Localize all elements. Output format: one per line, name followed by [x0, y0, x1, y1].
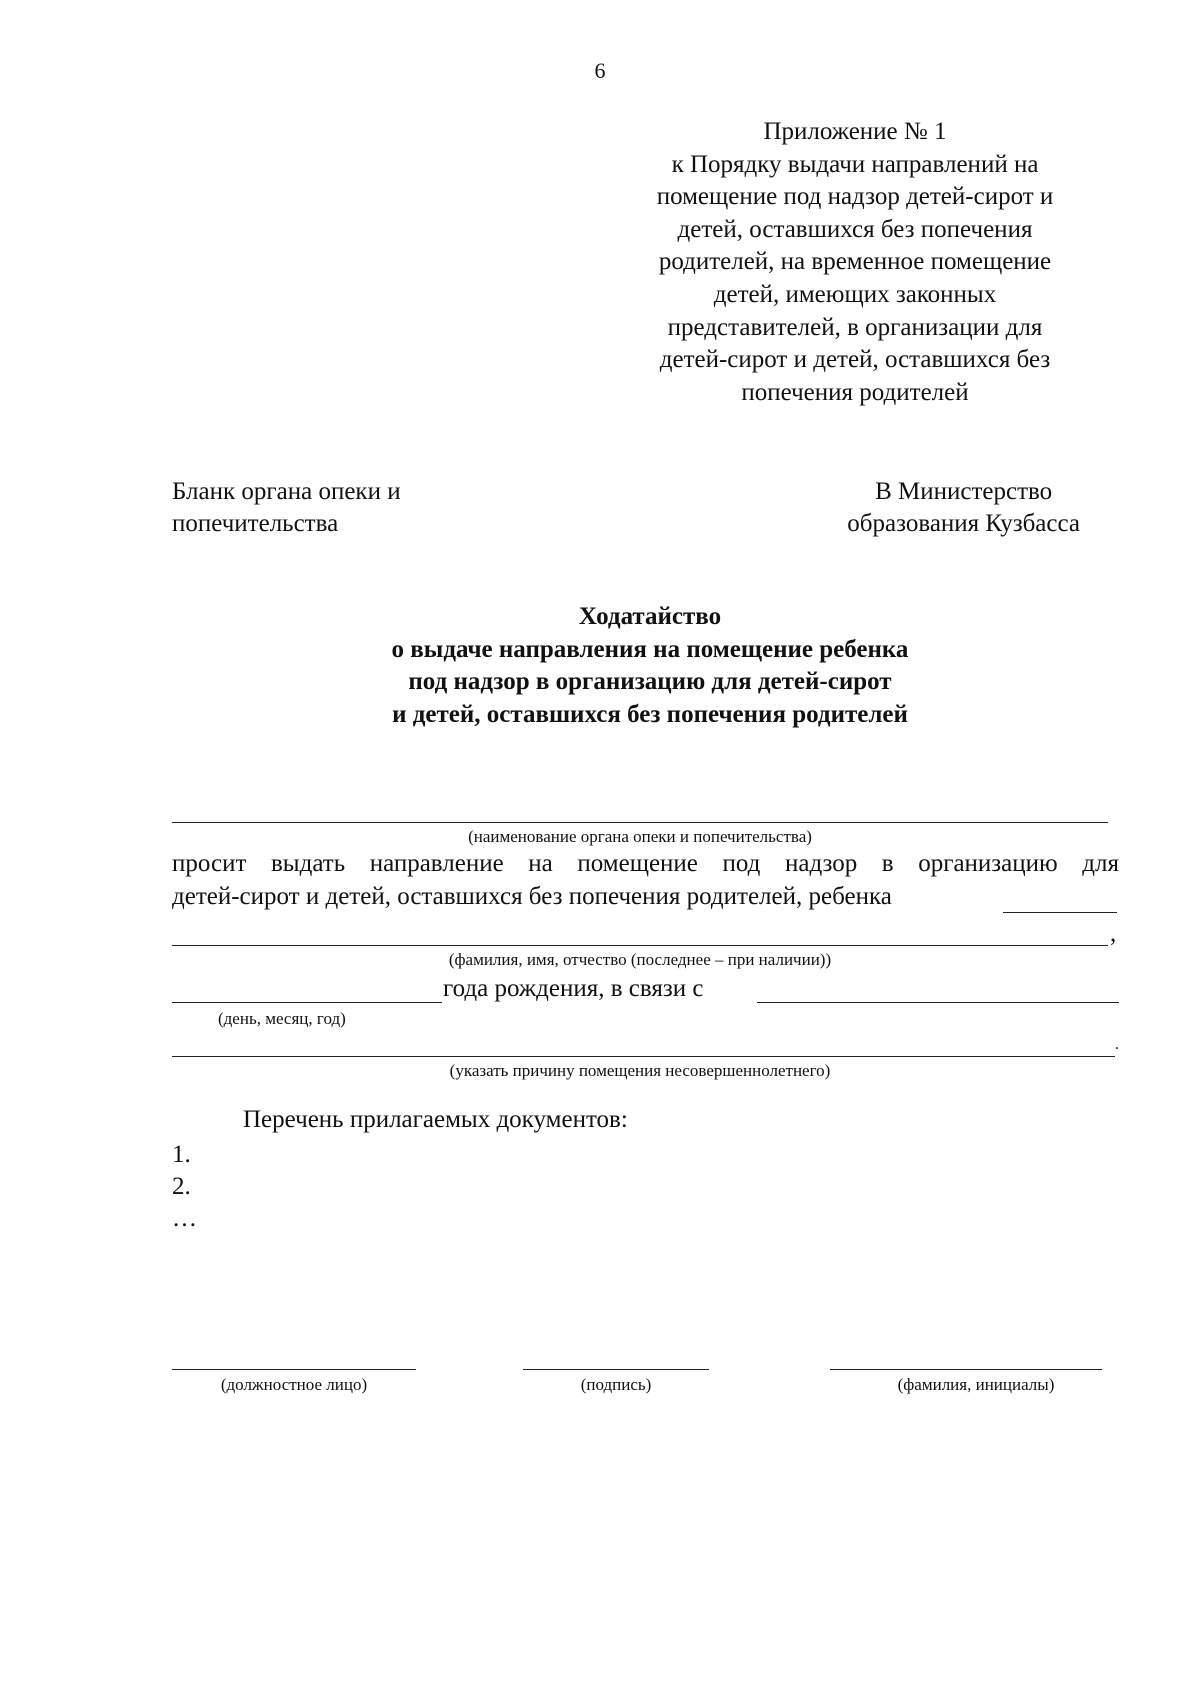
addressee-line: образования Кузбасса [847, 510, 1080, 537]
org-name-field[interactable] [172, 822, 1108, 823]
addressee [847, 476, 1080, 540]
reason-caption: (указать причину помещения несовершеннолетнего) [449, 1061, 831, 1080]
child-name-field-start[interactable] [1003, 912, 1117, 913]
guardianship-letterhead [172, 476, 401, 540]
title-line: и детей, оставшихся без попечения родителей [392, 700, 908, 728]
title-line: Ходатайство [578, 603, 722, 630]
appendix-line: родителей, на временное помещение [658, 248, 1052, 276]
child-name-caption: (фамилия, имя, отчество (последнее – при наличии)) [448, 950, 832, 969]
official-signature-line[interactable] [172, 1369, 416, 1370]
reason-field-start[interactable] [757, 1002, 1119, 1003]
child-name-field[interactable] [172, 945, 1108, 946]
list-item: 2. [172, 1173, 191, 1200]
appendix-line: детей-сирот и детей, оставшихся без [659, 346, 1051, 374]
appendix-line: детей, имеющих законных [713, 280, 997, 308]
appendix-line: Приложение № 1 [763, 118, 947, 145]
date-caption: (день, месяц, год) [218, 1009, 346, 1028]
list-item: 1. [172, 1141, 191, 1168]
request-text-line-2: детей-сирот и детей, оставшихся без попечения родителей, ребенка [172, 883, 892, 910]
signature-caption: (подпись) [580, 1375, 652, 1394]
name-initials-line[interactable] [830, 1369, 1102, 1370]
letterhead-line: попечительства [172, 510, 339, 537]
name-initials-caption: (фамилия, инициалы) [897, 1375, 1055, 1394]
org-name-caption: (наименование органа опеки и попечительства) [468, 827, 812, 846]
documents-list [172, 1139, 197, 1235]
appendix-line: детей, оставшихся без попечения [677, 215, 1033, 243]
appendix-line: к Порядку выдачи направлений на [671, 150, 1039, 178]
period-mark: . [1115, 1036, 1119, 1053]
comma-mark: , [1110, 920, 1117, 947]
title-line: под надзор в организацию для детей-сирот [408, 668, 892, 695]
reason-field[interactable] [172, 1056, 1115, 1057]
appendix-line: попечения родителей [741, 378, 969, 406]
official-caption: (должностное лицо) [220, 1375, 368, 1394]
birth-date-field[interactable] [172, 1002, 442, 1003]
appendix-heading [605, 116, 1105, 409]
list-item: … [172, 1205, 197, 1232]
signature-line[interactable] [523, 1369, 709, 1370]
documents-list-intro: Перечень прилагаемых документов: [243, 1106, 628, 1133]
addressee-line: В Министерство [875, 478, 1053, 505]
appendix-line: представителей, в организации для [667, 313, 1043, 341]
birth-year-text: года рождения, в связи с [443, 975, 704, 1002]
page-number: 6 [594, 58, 606, 83]
title-line: о выдаче направления на помещение ребенка [391, 635, 909, 663]
request-text-line-1: просит выдать направление на помещение под надзор в организацию для [172, 850, 1119, 877]
letterhead-line: Бланк органа опеки и [172, 478, 401, 505]
appendix-line: помещение под надзор детей-сирот и [656, 183, 1054, 211]
document-title [0, 601, 1200, 731]
